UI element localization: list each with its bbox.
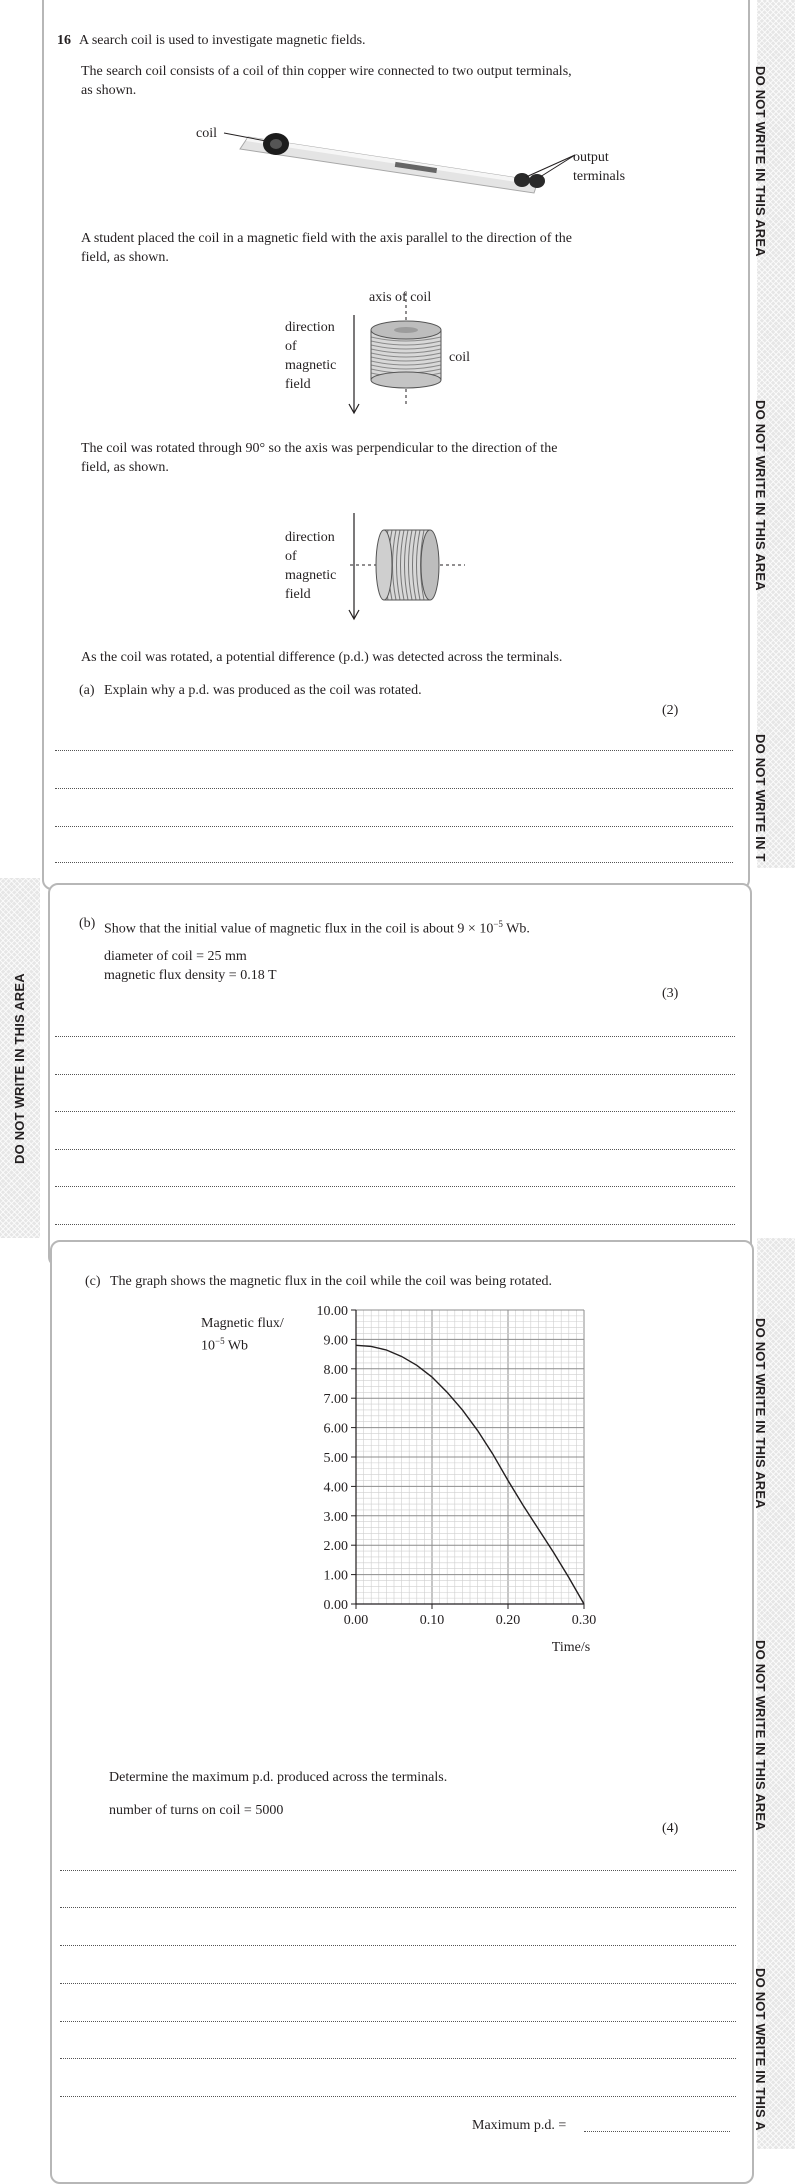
answer-line[interactable]: [55, 862, 733, 863]
answer-line[interactable]: [60, 1907, 736, 1908]
part-b-exponent: −5: [493, 919, 503, 929]
fig3-field-label-1: direction: [285, 530, 335, 545]
fig2-field-label-3: magnetic: [285, 358, 337, 373]
part-b-unit: Wb.: [502, 921, 530, 937]
rotation-line-1: The coil was rotated through 90° so the axis was perpendicular to the direction of the: [81, 441, 558, 456]
part-c-instruction: Determine the maximum p.d. produced across the terminals.: [109, 1770, 448, 1785]
fig2-field-label-2: of: [285, 339, 297, 354]
fig1-coil-label: coil: [196, 126, 217, 141]
y-tick-label: 7.00: [323, 1392, 348, 1408]
answer-line[interactable]: [55, 1074, 735, 1075]
answer-line[interactable]: [55, 826, 733, 827]
y-tick-label: 1.00: [323, 1568, 348, 1584]
description-line-1: The search coil consists of a coil of thin copper wire connected to two output terminals,: [81, 64, 572, 79]
margin-warning-1: DO NOT WRITE IN THIS AREA: [753, 66, 768, 257]
fig3-field-label-2: of: [285, 549, 297, 564]
x-tick-label: 0.30: [571, 1613, 597, 1628]
margin-warning-5: DO NOT WRITE IN THIS AREA: [753, 1640, 768, 1831]
chart-ylabel-2: [201, 1333, 248, 1355]
chart-ylabel-unit: Wb: [224, 1338, 249, 1354]
answer-line[interactable]: [60, 1945, 736, 1946]
fig2-coil-label: coil: [449, 350, 470, 365]
answer-field[interactable]: [584, 2131, 730, 2132]
part-a-text: Explain why a p.d. was produced as the coil was rotated.: [104, 683, 422, 698]
part-a-label: (a): [79, 683, 95, 698]
margin-warning-3: DO NOT WRITE IN T: [753, 734, 768, 862]
fig1-terminals-label: terminals: [573, 169, 626, 184]
chart-ylabel-1: Magnetic flux/: [201, 1316, 284, 1331]
answer-line[interactable]: [55, 1186, 735, 1187]
x-tick-label: 0.10: [419, 1613, 445, 1628]
fig3-field-label-4: field: [285, 587, 311, 602]
x-tick-label: 0.00: [343, 1613, 369, 1628]
answer-line[interactable]: [60, 1870, 736, 1871]
answer-line[interactable]: [55, 1149, 735, 1150]
y-tick-label: 4.00: [323, 1480, 348, 1496]
placement-line-1: A student placed the coil in a magnetic field with the axis parallel to the direction of the: [81, 231, 573, 246]
page-frame-2: [48, 883, 752, 1267]
coil-parallel-figure: [270, 285, 510, 425]
placement-line-2: field, as shown.: [81, 250, 169, 265]
x-tick-label: 0.20: [495, 1613, 521, 1628]
answer-line[interactable]: [60, 2058, 736, 2059]
answer-line[interactable]: [60, 2096, 736, 2097]
description-line-2: as shown.: [81, 83, 137, 98]
y-tick-label: 0.00: [323, 1598, 348, 1613]
pd-statement: As the coil was rotated, a potential difference (p.d.) was detected across the terminals.: [81, 650, 563, 665]
given-diameter: diameter of coil = 25 mm: [104, 949, 247, 964]
chart-ylabel-base: 10: [201, 1338, 215, 1354]
margin-warning-left: DO NOT WRITE IN THIS AREA: [12, 973, 27, 1164]
x-axis-label: Time/s: [551, 1640, 591, 1655]
part-c-label: (c): [85, 1274, 101, 1289]
part-c-marks: (4): [662, 1821, 679, 1836]
y-tick-label: 5.00: [323, 1451, 348, 1466]
answer-label: Maximum p.d. =: [472, 2118, 567, 2133]
fig3-field-label-3: magnetic: [285, 568, 337, 583]
flux-chart: [290, 1302, 620, 1655]
y-tick-label: 6.00: [323, 1421, 348, 1437]
question-intro: A search coil is used to investigate magnetic fields.: [79, 33, 366, 48]
given-turns: number of turns on coil = 5000: [109, 1803, 284, 1818]
part-b-marks: (3): [662, 986, 679, 1001]
part-c-text: The graph shows the magnetic flux in the coil while the coil was being rotated.: [110, 1274, 553, 1289]
part-b-text-main: Show that the initial value of magnetic flux in the coil is about 9 × 10: [104, 921, 494, 937]
margin-warning-2: DO NOT WRITE IN THIS AREA: [753, 400, 768, 591]
part-a-marks: (2): [662, 703, 679, 718]
margin-warning-4: DO NOT WRITE IN THIS AREA: [753, 1318, 768, 1509]
part-b-label: (b): [79, 916, 96, 931]
y-tick-label: 3.00: [323, 1509, 348, 1525]
fig1-output-label: output: [573, 150, 609, 165]
page-section-3: [0, 1238, 795, 2149]
page-section-1: [0, 0, 795, 868]
rotation-line-2: field, as shown.: [81, 460, 169, 475]
margin-warning-6: DO NOT WRITE IN THIS A: [753, 1968, 768, 2131]
part-b-text: [104, 916, 530, 938]
answer-line[interactable]: [55, 750, 733, 751]
question-number: 16: [57, 33, 71, 48]
given-flux-density: magnetic flux density = 0.18 T: [104, 968, 277, 983]
answer-line[interactable]: [55, 788, 733, 789]
fig2-axis-label: axis of coil: [369, 290, 432, 305]
y-tick-label: 2.00: [323, 1539, 348, 1555]
answer-line[interactable]: [55, 1224, 735, 1225]
answer-line[interactable]: [60, 1983, 736, 1984]
page-section-2: [0, 868, 795, 1238]
y-tick-label: 9.00: [323, 1333, 348, 1349]
y-tick-label: 10.00: [316, 1304, 348, 1319]
answer-line[interactable]: [60, 2021, 736, 2022]
chart-ylabel-exp: −5: [215, 1336, 225, 1346]
y-tick-label: 8.00: [323, 1362, 348, 1378]
fig2-field-label-4: field: [285, 377, 311, 392]
answer-line[interactable]: [55, 1036, 735, 1037]
answer-line[interactable]: [55, 1111, 735, 1112]
fig2-field-label-1: direction: [285, 320, 335, 335]
